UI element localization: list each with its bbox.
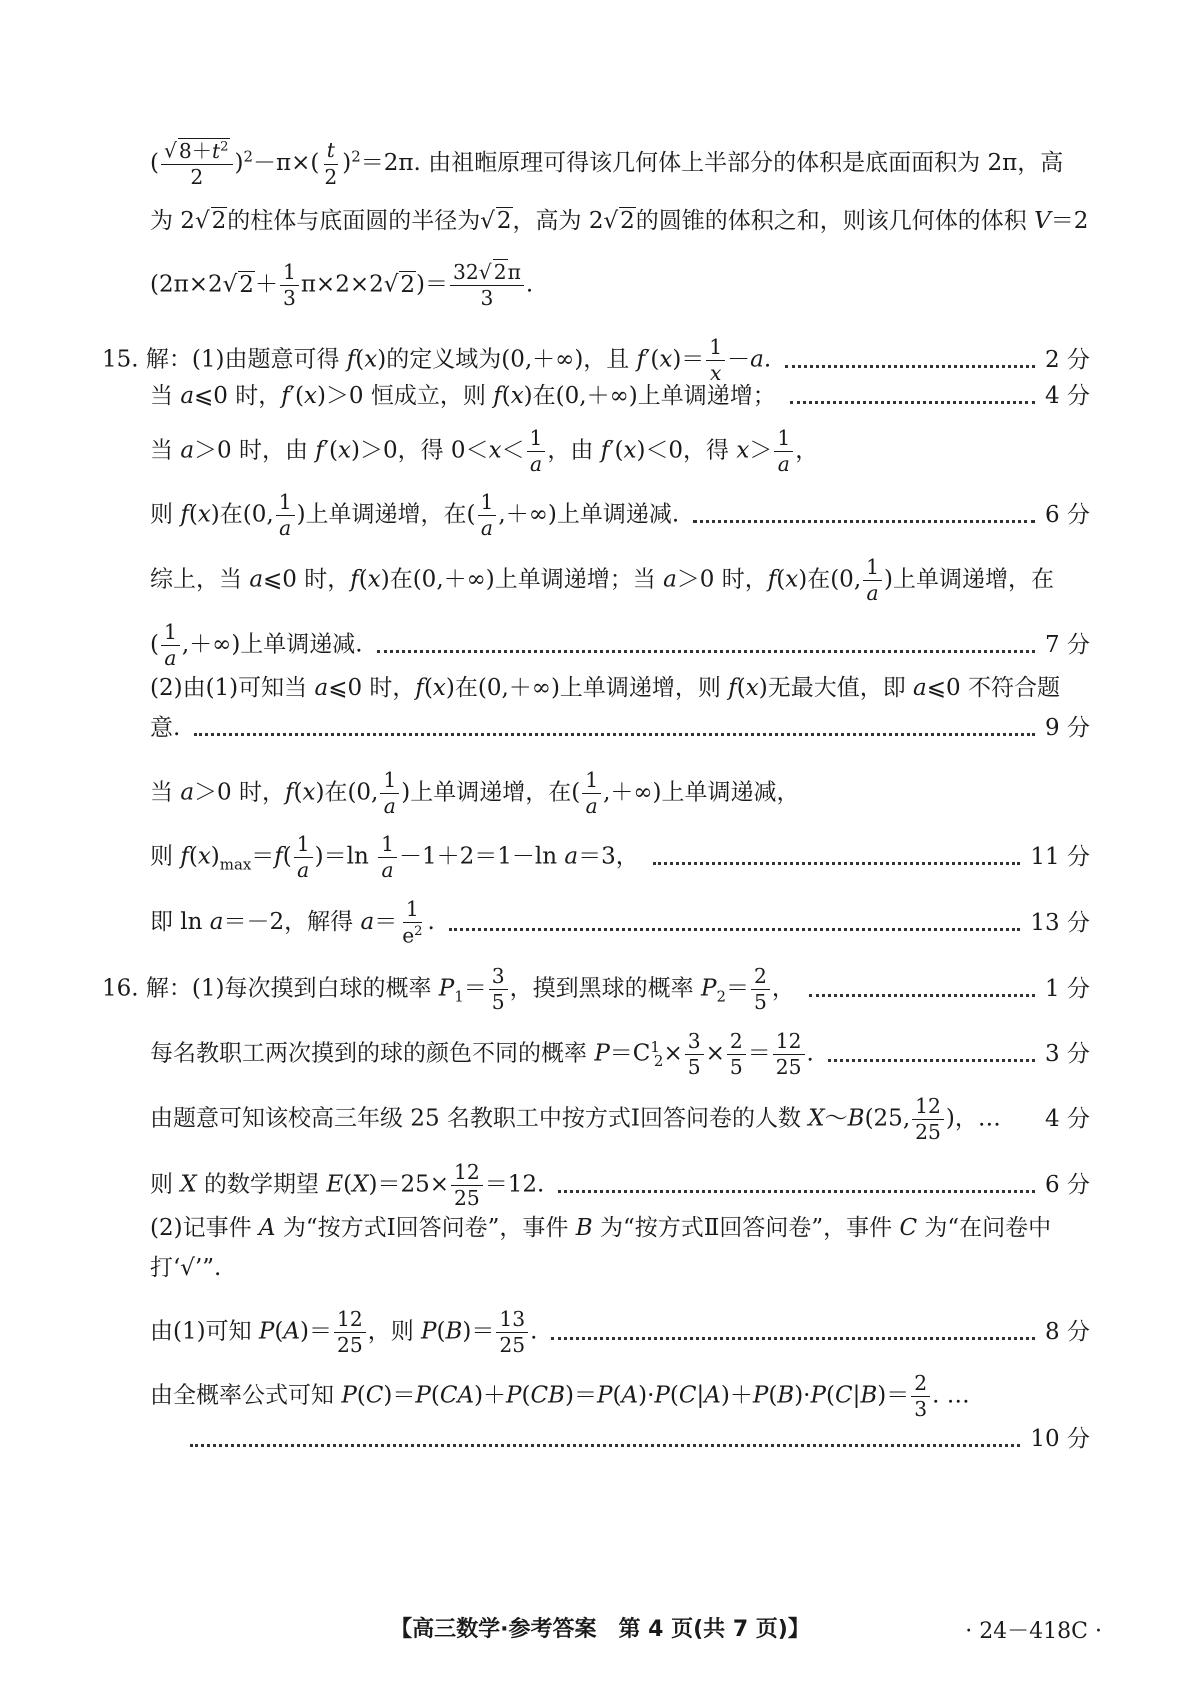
score-label: 4 分 bbox=[1045, 1106, 1090, 1133]
solution-line-q15a bbox=[102, 337, 1090, 384]
line-content: (2)由(1)可知当 a⩽0 时，f(x)在(0,＋∞)上单调递增，则 f(x)无最大值，即 a⩽0 不符合题 bbox=[150, 675, 1060, 701]
solution-line-q16g bbox=[150, 1309, 1090, 1356]
line-content: ( $\frac{1}{a}$ ,＋∞)上单调递减. bbox=[150, 620, 363, 671]
score-label: 4 分 bbox=[1045, 383, 1090, 409]
solution-line-c3 bbox=[150, 262, 1090, 309]
leader-dots bbox=[828, 1059, 1035, 1062]
line-content: 由题意可知该校高三年级 25 名教职工中按方式Ⅰ回答问卷的人数 X～B(25, $\frac{12}{25}$ )，… bbox=[150, 1094, 1001, 1145]
solution-line-q15g bbox=[150, 677, 1090, 700]
leader-dots bbox=[551, 1337, 1035, 1340]
leader-dots bbox=[785, 365, 1035, 368]
score-label: 8 分 bbox=[1045, 1319, 1090, 1346]
solution-line-q15c bbox=[150, 428, 1090, 475]
score-label: 1 分 bbox=[1045, 976, 1090, 1003]
solution-line-q16f bbox=[150, 1257, 1090, 1280]
line-content: 当 a＞0 时，由 f′(x)＞0，得 0＜x＜ $\frac{1}{a}$ ，由 f′(x)＜0，得 x＞ $\frac{1}{a}$ ， bbox=[150, 426, 819, 477]
line-content: (2)记事件 A 为“按方式Ⅰ回答问卷”，事件 B 为“按方式Ⅱ回答问卷”，事件 C 为“在问卷中 bbox=[150, 1215, 1052, 1241]
solution-line-c1 bbox=[150, 140, 1090, 188]
leader-dots bbox=[790, 401, 1035, 404]
solution-line-q15b bbox=[150, 385, 1090, 408]
line-content: 16. 解：(1)每次摸到白球的概率 $P_1=$ $\frac{3}{5}$ ，摸到黑球的概率 $P_2=$ $\frac{2}{5}$ ， bbox=[102, 964, 795, 1015]
line-content: ( $\frac{√8+t^2}{2}$ )$^2$－π×( $\frac{t}{2}$ )$^2$＝2π. 由祖暅原理可得该几何体上半部分的体积是底面面积为 2π，高 bbox=[150, 138, 1064, 189]
leader-dots bbox=[190, 1444, 1020, 1447]
line-content: 则 $f(x)_{max}=f$( $\frac{1}{a}$ )＝ln $\frac{1}{a}$ －1＋2＝1－ln a＝3， bbox=[150, 832, 639, 883]
line-content: 由全概率公式可知 P(C)＝P(CA)＋P(CB)＝P(A)·P(C|A)＋P(B)·P(C|B)＝ $\frac{2}{3}$ . … bbox=[150, 1371, 970, 1422]
solution-line-q15e bbox=[150, 557, 1090, 604]
score-label: 9 分 bbox=[1045, 715, 1090, 741]
solution-line-q15j bbox=[150, 834, 1090, 881]
line-content: 综上，当 a⩽0 时，f(x)在(0,＋∞)上单调递增；当 a＞0 时，f(x)在(0, $\frac{1}{a}$ )上单调递增，在 bbox=[150, 555, 1054, 606]
solution-line-q16i bbox=[190, 1428, 1090, 1451]
footer-title: 【高三数学·参考答案 第 4 页(共 7 页)】 bbox=[390, 1617, 810, 1642]
solution-line-q15f bbox=[150, 622, 1090, 669]
score-label: 13 分 bbox=[1030, 909, 1090, 936]
line-content: 则 f(x)在(0, $\frac{1}{a}$ )上单调递增，在( $\frac{1}{a}$ ,＋∞)上单调递减. bbox=[150, 490, 680, 541]
solution-line-q16h bbox=[150, 1373, 1090, 1420]
leader-dots bbox=[449, 928, 1021, 931]
leader-dots bbox=[558, 1190, 1035, 1193]
line-content: 由(1)可知 P(A)＝ $\frac{12}{25}$ ，则 P(B)＝ $\frac{13}{25}$ . bbox=[150, 1307, 538, 1358]
line-content: 15. 解：(1)由题意可得 f(x)的定义域为(0,＋∞)，且 f′(x)＝ $\frac{1}{x}$ －a. bbox=[102, 335, 772, 386]
solution-line-c2 bbox=[150, 210, 1090, 233]
score-label: 2 分 bbox=[1045, 347, 1090, 374]
solution-line-q15k bbox=[150, 899, 1090, 947]
score-label: 11 分 bbox=[1030, 844, 1090, 871]
score-label: 7 分 bbox=[1045, 632, 1090, 659]
footer-code: · 24－418C · bbox=[965, 1619, 1102, 1644]
score-label: 6 分 bbox=[1045, 1172, 1090, 1199]
line-content: 当 a⩽0 时，f′(x)＞0 恒成立，则 f(x)在(0,＋∞)上单调递增； bbox=[150, 383, 776, 409]
solution-line-q15d bbox=[150, 492, 1090, 539]
line-content: (2π×2√2＋ $\frac{1}{3}$ π×2×2√2)＝ $\frac{32√2\pi}{3}$ . bbox=[150, 260, 534, 311]
leader-dots bbox=[693, 520, 1035, 523]
solution-line-q15h bbox=[150, 717, 1090, 740]
solution-line-q16a bbox=[102, 966, 1090, 1013]
solution-line-q16b bbox=[150, 1031, 1090, 1078]
line-content: 意. bbox=[150, 715, 181, 741]
line-content: 即 ln a＝－2，解得 a＝ $\frac{1}{e^2}$ . bbox=[150, 897, 435, 948]
leader-dots bbox=[653, 862, 1021, 865]
leader-dots bbox=[194, 733, 1035, 736]
leader-dots bbox=[377, 650, 1035, 653]
line-content: 当 a＞0 时，f(x)在(0, $\frac{1}{a}$ )上单调递增，在( $\frac{1}{a}$ ,＋∞)上单调递减， bbox=[150, 768, 800, 819]
score-label: 3 分 bbox=[1045, 1041, 1090, 1068]
line-content: 打‘√’”. bbox=[150, 1255, 222, 1281]
solution-line-q16c bbox=[150, 1096, 1090, 1143]
line-content: 为 2√2的柱体与底面圆的半径为√2，高为 2√2的圆锥的体积之和，则该几何体的体积 V＝2 bbox=[150, 208, 1089, 234]
leader-dots bbox=[809, 994, 1035, 997]
line-content: 则 X 的数学期望 E(X)＝25× $\frac{12}{25}$ ＝12. bbox=[150, 1160, 545, 1211]
line-content: 每名教职工两次摸到的球的颜色不同的概率 $P=C^1_2\times$ $\frac{3}{5}$ × $\frac{2}{5}$ ＝ $\frac{12}{25}$ . bbox=[150, 1029, 814, 1080]
solution-line-q15i bbox=[150, 770, 1090, 817]
score-label: 10 分 bbox=[1030, 1426, 1090, 1452]
solution-line-q16e bbox=[150, 1217, 1090, 1240]
score-label: 6 分 bbox=[1045, 502, 1090, 529]
solution-line-q16d bbox=[150, 1162, 1090, 1209]
